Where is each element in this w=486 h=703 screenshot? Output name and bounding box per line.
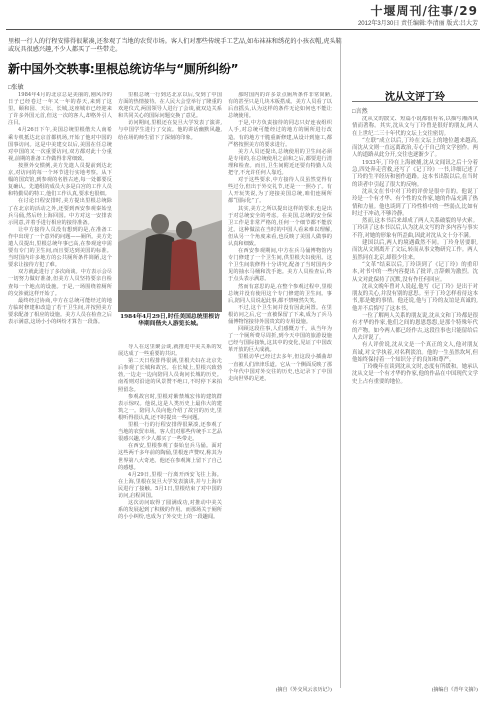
paragraph: 美方人员还提出,总统使用的卫生间必须是专用的,在总统使用之前和之后,都要进行清理和检查。而且,卫生间附近还要有特勤人员把守,不允许任何人靠近。 [228,148,332,177]
paragraph: 那时国内的许多景点厕所条件非常简陋,有的甚至只是几块木板搭成。美方人员看了以后直摇头,认为这样的条件无论如何也不能让总统使用。 [228,92,332,120]
paragraph: 让中方接待人员没有想到的是,在准备工作中出现了一个意外的问题——厕所。美方先遣人员提出,里根总统年事已高,在参观途中需要有专门的卫生间,而且要达到美国的标准。当时国内许多地方的公共厕所条件简陋,这个要求让接待方犯了难。 [8,226,112,269]
article-photo [118,190,222,312]
paragraph: 回顾这段往事,人们感慨万千。从当年为了一个厕所费尽周折,到今天中国的旅游设施已经与国际接轨,这其中的变化,见证了中国改革开放的巨大成就。 [228,326,332,354]
paragraph: 4月29日,里根一行离开西安飞往上海。在上海,里根在复旦大学发表演讲,并与上海市民进行了接触。5月1日,里根结束了对中国的访问,启程回国。 [118,471,222,499]
paragraph: 最终经过协商,中方在总统可能经过的地方临时修建和改造了若干卫生间,并按照美方要求配备了相应的设施。美方人员在检查之后表示满意,这场小小的纠纷才算告一段落。 [8,297,112,325]
paragraph: 丁玲晚年在谈到沈从文时,态度有所缓和。她承认沈从文是一个有才华的作家,他的作品在中国现代文学史上占有重要的地位。 [352,364,478,385]
masthead: 十堰周刊/往事/29 [370,4,478,18]
article-column-3 [228,92,332,682]
article-byline: □张敏 [8,85,24,91]
article-column-2b [118,344,222,682]
article-headline: 新中国外交轶事:里根总统访华与“厕所纠纷” [8,62,239,76]
paragraph: 在讨论日程安排时,美方提出里根总统除了在北京的活动之外,还要到西安参观秦始皇兵马俑,然后经上海回国。中方对这一安排表示同意,并着手进行相应的接待准备。 [8,198,112,226]
paragraph: 里根一行的行程安排得很紧凑,还参观了当地的农贸市场。客人们对那些传统手工艺品很感兴趣,不少人都买了一些带走。 [118,422,222,443]
paragraph: 双方就此进行了多次商谈。中方表示会尽一切努力做好准备,但美方人员坚持要亲自检查每一个地点的设施。于是,一场围绕着厕所的交涉就这样开始了。 [8,269,112,297]
photo-reagan-couple [118,190,222,312]
sidebar-source: (摘编自《青年文摘》) [431,687,478,693]
paragraph: 按照外交惯例,美方先遣人员提前到达北京,对访问的每一个环节进行实地考察。从下榻的国宾馆,到参观的名胜古迹,每一处都要反复确认。先遣组的成员大多是白宫的工作人员和特勤局的特工,他们工作认真,要求也很细。 [8,162,112,198]
paragraph: 对于这些要求,中方接待人员虽然觉得有些过分,但出于外交礼节,还是一一照办了。有人开玩笑说,为了迎接美国总统,咱们连厕所都“国际化”了。 [228,177,332,205]
sidebar-title: 沈从文评丁玲 [385,92,445,103]
sidebar-body [352,116,478,676]
sidebar-title-rule [352,101,478,102]
issue-meta: 2012年3月30日 责任编辑:李清丽 版式:吕大芳 [357,21,478,27]
paragraph: 沈从文晚年曾对人说起,他写《记丁玲》是出于对朋友的关心,并没有别的意思。至于丁玲怎样看待这本书,那是她的事情。他还说,他与丁玲的友谊是真诚的,他并不后悔写了这本书。 [352,283,478,312]
paragraph: 一位了解两人关系的朋友说,沈从文和丁玲都是很有才华的作家,他们之间的恩恩怨怨,是那个特殊年代的产物。如今两人都已经作古,这段往事也只能留给后人去评说了。 [352,313,478,341]
paragraph: 不过,这个卫生间并没有因此闲置。在里根访问之后,它一直被保留了下来,成为了兵马俑博物馆接待外国贵宾的专用设施。 [228,304,332,325]
paragraph: 然而有意思的是,在整个参观过程中,里根总统并没有使用这个专门修建的卫生间。事后,陪同人员说起此事,都不禁哑然失笑。 [228,283,332,304]
photo-caption: 1984年4月29日,时任美国总统里根访华期间偕夫人游览长城。 [120,314,220,327]
paragraph: 第二天日程排得很满,里根夫妇在北京先后参观了长城和故宫。在长城上,里根兴致勃勃,一边走一边向陪同人员询问长城的历史。南希则对沿途的风景赞不绝口,不时停下来拍照留念。 [118,358,222,393]
article-intro: 里根一行人的行程安排得很紧凑,还参观了当地的农贸市场。客人们对那些传统手工艺品,如布袜袜和绣花的小孩衣帽,虎头鞋或玩具很感兴趣,不少人都买了一些带走。 [8,38,342,53]
paragraph: 有人评价说,沈从文是一个真正的文人,他对朋友真诚,对文学执着,对名利淡泊。他的一生虽然坎坷,但他始终保持着一个知识分子的良知和尊严。 [352,342,478,363]
paragraph: 沈从文的散文、短篇小说都很有名,以描写湘西风情而著称。其实,沈从文与丁玲曾是很好的朋友,两人在上世纪二三十年代的文坛上交往密切。 [352,116,478,137]
paragraph: 于是,中方负责接待的同志只好连夜组织人手,对总统可能经过的地方的厕所进行改造。有的地方干脆重新修建,从设计到施工,都严格按照美方的要求进行。 [228,120,332,148]
paragraph: 沈从文在书中对丁玲的评价是很中肯的。他说丁玲是一个有才华、有个性的女作家,她的作品充满了热情和力量。他也谈到了丁玲性格中的一些弱点,比如有时过于冲动,不够冷静。 [352,188,478,217]
article-column-1 [8,92,112,682]
paragraph: 里根访华已经过去多年,但这段小插曲却一直被人们津津乐道。它从一个侧面反映了那个年代中国对外交往的历史,也记录下了中国走向世界的足迹。 [228,354,332,382]
article-source: (摘自《外交风云亲历记》) [275,687,332,693]
sidebar-author: □言然 [352,109,368,115]
column-divider [340,38,341,688]
paragraph: 参观故宫时,里根对紫禁城宏伟的建筑群表示惊叹。他说,这是人类历史上最伟大的建筑之一。陪同人员向他介绍了故宫的历史,里根听得很认真,还不时提出一些问题。 [118,393,222,421]
paragraph: 导人在这里聚会谈,就推进中美关系的发展达成了一些重要的共识。 [118,344,222,358]
paragraph: 这次访问取得了圆满成功,对推动中美关系的发展起到了积极的作用。而那场关于厕所的小小纠纷,也成为了外交史上的一段趣闻。 [118,500,222,521]
paragraph: “左联”成立以后,丁玲在文坛上的地位越来越高,而沈从文则一直远离政治,专心于自己的文学创作。两人的道路从此分开,交往也逐渐少了。 [352,137,478,159]
paragraph: 访问期间,里根还在复旦大学发表了演讲,与中国学生进行了交流。他的讲话幽默风趣,给在场的师生留下了深刻的印象。 [118,120,222,141]
paragraph: 在西安参观期间,中方在兵马俑博物馆内专门修建了一个卫生间,供里根夫妇使用。这个卫生间装修得十分讲究,配备了当时国内少见的抽水马桶和洗手池。美方人员检查后,终于点头表示满意。 [228,248,332,283]
paragraph: 1984年4月的北京总是美丽的,刚风冷的日子已经卷过一年又一年的春天,来到了这里。颐和园、天坛、长城,这座城市已经迎来了许多外国元首,但这一次的客人,却格外引人注目。 [8,92,112,127]
page-header [0,0,486,34]
paragraph: 然而,这本书后来却成了两人关系破裂的导火索。丁玲读了这本书以后,认为沈从文写的许多内容与事实不符,对她的形象有所歪曲,因此对沈从文十分不满。 [352,218,478,239]
paragraph: “文革”结束以后,丁玲读到了《记丁玲》的重印本,对书中的一些内容提出了批评,言辞颇为激烈。沈从文对此保持了沉默,没有作任何回应。 [352,261,478,283]
header-rule [6,29,480,30]
paragraph: 建国以后,两人的境遇截然不同。丁玲身居要职,而沈从文则离开了文坛,转而从事文物研究工作。两人虽然同在北京,却很少往来。 [352,240,478,261]
paragraph: 其实,美方之所以提出这样的要求,也是出于对总统安全的考虑。在美国,总统的安全保卫工作是非常严格的,任何一个细节都不能放过。这种做法在当时的中国人看来难以理解,但从另一个角度来看,也反映了美国人做事的认真和细致。 [228,205,332,247]
paragraph: 4月26日下午,美国总统里根偕夫人南希乘专机抵达北京首都机场,开始了他对中国的国事访问。这是中美建交以后,美国在任总统对中国的又一次重要访问,双方都对此十分重视,前期的准备工作做得非常细致。 [8,127,112,162]
paragraph: 在西安,里根参观了秦始皇兵马俑。面对这些两千多年前的陶俑,里根连声赞叹,称其为世界第八大奇迹。他还在参观簿上留下了自己的感想。 [118,443,222,471]
paragraph: 1933年,丁玲在上海被捕,沈从文闻讯之后十分着急,四处奔走营救,还写了《记丁玲》一书,详细记述了丁玲的生平经历和创作道路。这本书出版以后,在当时的读者中引起了很大的反响。 [352,159,478,188]
paragraph: 里根总统一行到达北京以后,受到了中国方面的热情接待。在人民大会堂举行了隆重的欢迎仪式,两国领导人进行了会谈,就双边关系和共同关心的国际问题交换了意见。 [118,92,222,120]
